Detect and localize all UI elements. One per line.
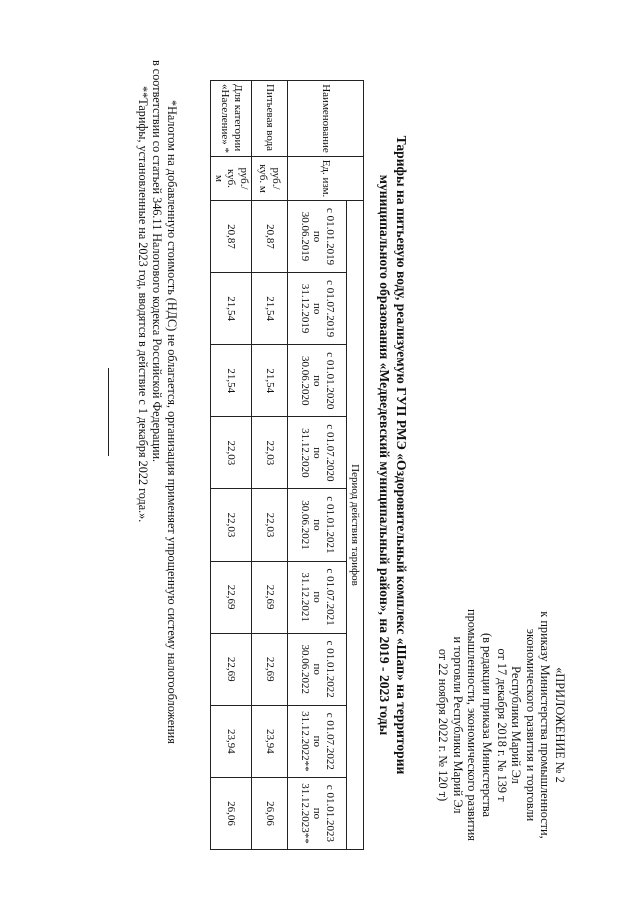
tariff-table [211,80,365,850]
period-cell: с 01.01.2023 по 31.12.2023** [288,777,347,849]
tariff-value: 22,69 [211,561,252,633]
header-unit: Ед. изм. [288,157,364,201]
tariff-value: 20,87 [211,201,252,273]
tariff-value: 22,03 [211,417,252,489]
title-line-1: Тарифы на питьевую воду, реализуемую ГУП РМЭ «Оздоровительный комплекс «Шап» на территории [394,135,409,775]
period-cell: с 01.07.2019 по 31.12.2019 [288,273,347,345]
title-line-2: муниципального образования «Медведевский муниципальный район», на 2019 - 2023 годы [377,174,393,736]
header-name: Наименование [288,81,364,157]
tariff-value: 22,03 [252,489,288,561]
row-name: Для категории «Население» * [211,81,252,157]
tariff-value: 22,69 [252,633,288,705]
appendix-line: (в редакции приказа Министерства [480,633,495,817]
appendix-line: Республики Марий Эл [509,666,524,784]
period-cell: с 01.01.2022 по 30.06.2022 [288,633,347,705]
appendix-line: к приказу Министерства промышленности, [538,611,553,839]
tariff-value: 22,03 [252,417,288,489]
table-row [211,81,252,850]
tariff-value: 23,94 [211,705,252,777]
tariff-value: 26,06 [252,777,288,849]
period-cell: с 01.01.2021 по 30.06.2021 [288,489,347,561]
appendix-line: и торговли Республики Марий Эл [450,636,465,814]
table-row [252,81,288,850]
period-cell: с 01.07.2022 по 31.12.2022** [288,705,347,777]
tariff-value: 23,94 [252,705,288,777]
period-cell: с 01.01.2020 по 30.06.2020 [288,345,347,417]
tariff-value: 21,54 [252,273,288,345]
tariff-value: 22,69 [252,561,288,633]
tariff-value: 21,54 [211,273,252,345]
tariff-value: 21,54 [252,345,288,417]
row-unit: руб./ куб. м [211,157,252,201]
tariff-value: 22,69 [211,633,252,705]
appendix-line: промышленности, экономического развития [465,609,480,841]
table-header-row [347,81,364,850]
footnotes [136,60,180,850]
appendix-line: «ПРИЛОЖЕНИЕ № 2 [553,667,567,783]
row-unit: руб./ куб. м [252,157,288,201]
appendix-header [436,600,567,850]
period-cell: с 01.01.2019 по 30.06.2019 [288,201,347,273]
closing-rule [108,368,109,456]
footnote-vat: *Налогом на добавленную стоимость (НДС) не облагается, организация применяет упрощенную систему налогообложения в соответствии со статьей 346.11 Налогового кодекса Российской Федерации. [150,60,179,744]
appendix-line: от 22 ноября 2022 г. № 120 т) [436,648,451,802]
period-cell: с 01.07.2021 по 31.12.2021 [288,561,347,633]
tariff-value: 20,87 [252,201,288,273]
appendix-line: от 17 декабря 2018 г. № 139 т [494,648,509,802]
header-period: Период действия тарифов [347,201,364,850]
footnote-2023: **Тарифы, установленные на 2023 год, вводятся в действие с 1 декабря 2022 года.». [136,86,150,523]
document-title [376,60,409,850]
period-cell: с 01.07.2020 по 31.12.2020 [288,417,347,489]
tariff-value: 22,03 [211,489,252,561]
row-name: Питьевая вода [252,81,288,157]
tariff-value: 21,54 [211,345,252,417]
appendix-line: экономического развития и торговли [523,628,538,822]
tariff-value: 26,06 [211,777,252,849]
